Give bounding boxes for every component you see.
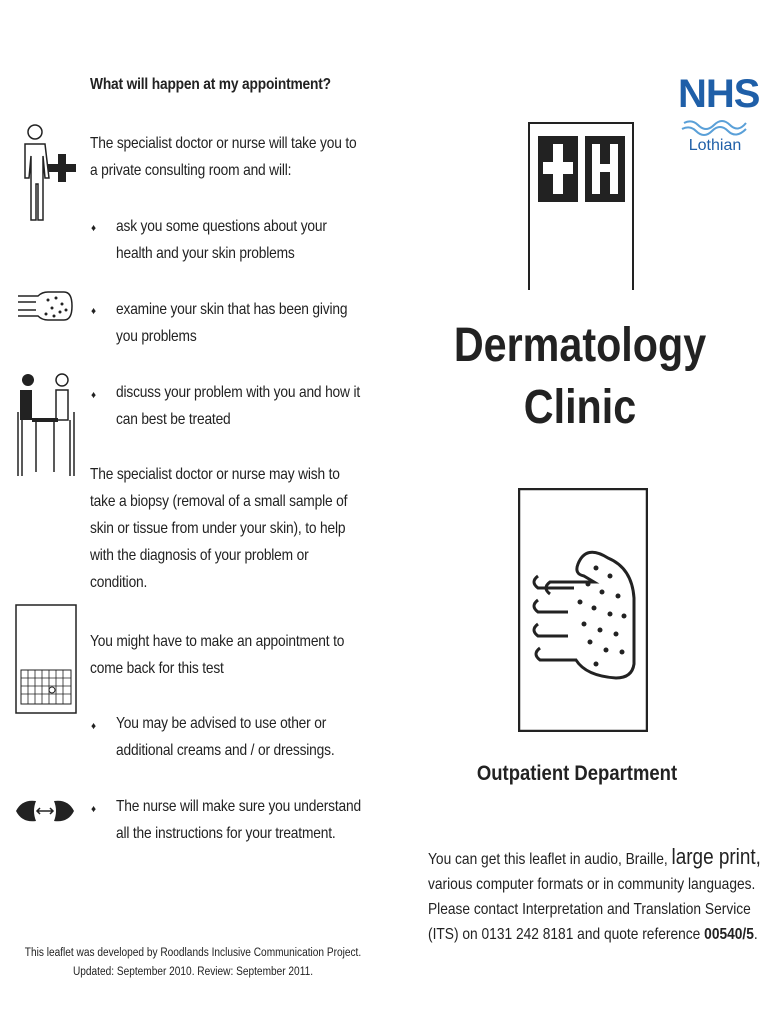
bullet-nurse: The nurse will make sure you understand all the instructions for your treatment. [116, 798, 361, 842]
intro-text: The specialist doctor or nurse will take you to a private consulting room and will: [90, 135, 357, 179]
bullet-icon: ♦ [91, 223, 97, 234]
bullet-creams: You may be advised to use other or additional creams and / or dressings. [116, 715, 335, 759]
bullet-questions: ask you some questions about your health and your skin problems [116, 218, 327, 262]
bullet-examine: examine your skin that has been giving you problems [116, 301, 348, 345]
lips-icon [14, 797, 76, 825]
bullet-icon: ♦ [91, 721, 97, 732]
department-subtitle: Outpatient Department [476, 762, 678, 785]
bullet-icon: ♦ [91, 306, 97, 317]
consultation-icon [14, 372, 78, 478]
nhs-logo [678, 72, 760, 155]
nhs-wave-icon [680, 117, 750, 137]
bullet-icon: ♦ [91, 390, 97, 401]
hospital-sign-icon [528, 122, 634, 290]
section-heading: What will happen at my appointment? [90, 76, 331, 93]
nhs-region: Lothian [688, 137, 742, 154]
hand-icon [14, 284, 76, 328]
accessibility-note: You can get this leaflet in audio, Braille, large print, various computer formats or in community languages. Please contact Interpretation and Translation Service (ITS) on 0131 242 8181 and quote reference 00540/5. [428, 844, 761, 943]
calendar-icon [15, 604, 77, 714]
footer-credit: This leaflet was developed by Roodlands Inclusive Communication Project. Updated: September 2010. Review: September 2011. [24, 947, 362, 978]
biopsy-paragraph: The specialist doctor or nurse may wish to take a biopsy (removal of a small sample of skin or tissue from under your skin), to help with the diagnosis of your problem or condition. [90, 466, 348, 591]
page-title: Dermatology Clinic [453, 319, 707, 434]
nhs-wordmark: NHS [678, 72, 760, 116]
hand-spots-icon [518, 488, 648, 732]
bullet-discuss: discuss your problem with you and how it can best be treated [116, 384, 360, 428]
person-plus-icon [15, 120, 81, 230]
appointment-text: You might have to make an appointment to come back for this test [90, 633, 345, 677]
bullet-icon: ♦ [91, 804, 97, 815]
